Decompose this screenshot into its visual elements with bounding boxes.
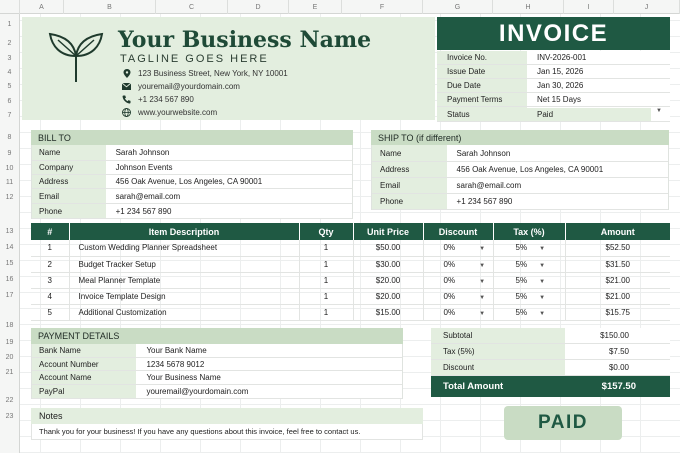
bill-to-header: BILL TO — [31, 130, 353, 145]
item-number: 2 — [31, 256, 69, 272]
table-row[interactable] — [31, 272, 670, 288]
bill-to-label: Email — [32, 189, 106, 203]
dropdown-arrow-icon[interactable]: ▼ — [539, 262, 546, 269]
item-description[interactable]: Meal Planner Template — [69, 272, 299, 288]
item-tax: 5% — [515, 243, 528, 253]
bill-to-phone-value[interactable]: +1 234 567 890 — [106, 204, 352, 218]
tax-dropdown[interactable] — [493, 272, 565, 288]
invoice-field-row[interactable] — [437, 107, 670, 122]
bill-to-row[interactable] — [32, 145, 352, 161]
column-header[interactable]: J — [614, 0, 680, 14]
item-qty[interactable]: 1 — [299, 240, 353, 256]
dropdown-arrow-icon[interactable]: ▼ — [479, 294, 486, 301]
row-header[interactable]: 3 — [7, 55, 12, 62]
bill-to-label: Company — [32, 161, 106, 174]
row-header[interactable]: 23 — [5, 413, 14, 420]
row-header[interactable]: 18 — [5, 322, 14, 329]
row-header[interactable]: 16 — [5, 276, 14, 283]
ship-to-label: Name — [372, 145, 447, 161]
ship-to-label: Address — [372, 162, 447, 177]
column-header[interactable]: H — [493, 0, 564, 14]
discount-dropdown[interactable] — [423, 304, 493, 320]
item-tax: 5% — [515, 259, 528, 269]
row-header[interactable]: 20 — [5, 354, 14, 361]
bill-to-row[interactable] — [32, 175, 352, 189]
row-header[interactable]: 5 — [7, 83, 12, 90]
item-description[interactable]: Custom Wedding Planner Spreadsheet — [69, 240, 299, 256]
totals-label: Tax (5%) — [431, 344, 565, 359]
payment-terms-value[interactable]: Net 15 Days — [527, 93, 670, 106]
tax-dropdown[interactable] — [493, 288, 565, 304]
row-header[interactable]: 13 — [5, 228, 14, 235]
bill-to-label: Phone — [32, 204, 106, 218]
discount-dropdown[interactable] — [423, 256, 493, 272]
column-header[interactable]: I — [564, 0, 614, 14]
bank-name-value[interactable]: Your Bank Name — [136, 344, 402, 357]
item-description[interactable]: Budget Tracker Setup — [69, 256, 299, 272]
payment-label: Account Name — [32, 371, 136, 384]
payment-details-table — [31, 344, 403, 399]
payment-row[interactable] — [32, 385, 402, 399]
discount-total-value: $0.00 — [565, 360, 670, 375]
column-header[interactable]: D — [228, 0, 289, 14]
bill-to-table — [31, 145, 353, 219]
invoice-field-label: Status — [437, 107, 527, 121]
item-unit-price[interactable]: $50.00 — [353, 240, 423, 256]
total-amount-label: Total Amount — [443, 381, 504, 392]
due-date-value[interactable]: Jan 30, 2026 — [527, 79, 670, 92]
item-tax: 5% — [515, 275, 528, 285]
notes-header: Notes — [31, 408, 423, 424]
ship-to-row[interactable] — [372, 178, 668, 194]
tax-total-value: $7.50 — [565, 344, 670, 359]
bill-to-address-value[interactable]: 456 Oak Avenue, Los Angeles, CA 90001 — [106, 175, 352, 188]
ship-to-row[interactable] — [372, 194, 668, 210]
total-amount-row — [431, 376, 670, 397]
payment-row[interactable] — [32, 358, 402, 371]
item-number: 1 — [31, 240, 69, 256]
location-pin-icon — [122, 69, 131, 78]
table-row[interactable] — [31, 288, 670, 304]
corner-cell[interactable] — [0, 0, 20, 14]
item-amount: $15.75 — [565, 304, 670, 320]
invoice-field-row[interactable] — [437, 79, 670, 93]
row-header[interactable]: 2 — [7, 40, 12, 47]
table-row[interactable] — [31, 240, 670, 256]
invoice-number-value[interactable]: INV-2026-001 — [527, 51, 670, 64]
item-unit-price[interactable]: $20.00 — [353, 272, 423, 288]
item-qty[interactable]: 1 — [299, 304, 353, 320]
item-discount: 0% — [443, 259, 456, 269]
dropdown-arrow-icon[interactable]: ▼ — [539, 278, 546, 285]
item-unit-price[interactable]: $20.00 — [353, 288, 423, 304]
item-discount: 0% — [443, 275, 456, 285]
issue-date-value[interactable]: Jan 15, 2026 — [527, 65, 670, 78]
tax-dropdown[interactable] — [493, 304, 565, 320]
ship-to-label: Phone — [372, 194, 447, 209]
invoice-field-row[interactable] — [437, 51, 670, 65]
items-table — [31, 223, 670, 321]
ship-to-phone-value[interactable]: +1 234 567 890 — [447, 194, 668, 209]
column-header[interactable]: A — [20, 0, 64, 14]
business-email: youremail@yourdomain.com — [138, 82, 240, 91]
ship-to-label: Email — [372, 178, 447, 193]
invoice-field-label: Invoice No. — [437, 51, 527, 64]
discount-dropdown[interactable] — [423, 272, 493, 288]
total-amount-value: $157.50 — [601, 381, 636, 392]
item-number: 5 — [31, 304, 69, 320]
contact-email — [122, 82, 240, 91]
column-header[interactable]: F — [342, 0, 423, 14]
item-description[interactable]: Additional Customization — [69, 304, 299, 320]
tax-dropdown[interactable] — [493, 240, 565, 256]
row-header[interactable]: 11 — [5, 179, 14, 186]
invoice-info-table — [437, 51, 670, 122]
business-address: 123 Business Street, New York, NY 10001 — [138, 69, 288, 78]
row-header-bar — [0, 14, 20, 453]
column-heading: # — [31, 223, 69, 240]
dropdown-arrow-icon[interactable]: ▼ — [479, 246, 486, 253]
column-heading: Amount — [565, 223, 670, 240]
contact-address — [122, 69, 288, 78]
item-tax: 5% — [515, 307, 528, 317]
item-tax: 5% — [515, 291, 528, 301]
ship-to-table — [371, 145, 669, 210]
dropdown-arrow-icon[interactable]: ▼ — [539, 310, 546, 317]
item-amount: $31.50 — [565, 256, 670, 272]
notes-text[interactable]: Thank you for your business! If you have any questions about this invoice, feel free to contact us. — [31, 424, 423, 440]
row-header[interactable]: 4 — [7, 69, 12, 76]
totals-label: Subtotal — [431, 328, 565, 343]
ship-to-header: SHIP TO (if different) — [371, 130, 669, 145]
bill-to-company-value[interactable]: Johnson Events — [106, 161, 352, 174]
account-number-value[interactable]: 1234 5678 9012 — [136, 358, 402, 370]
ship-to-row[interactable] — [372, 145, 668, 162]
row-header[interactable]: 6 — [7, 98, 12, 105]
item-qty[interactable]: 1 — [299, 272, 353, 288]
row-header[interactable]: 21 — [5, 369, 14, 376]
envelope-icon — [122, 82, 131, 91]
subtotal-value: $150.00 — [565, 328, 670, 343]
row-header[interactable]: 22 — [5, 397, 14, 404]
invoice-field-row[interactable] — [437, 65, 670, 79]
bill-to-email-value[interactable]: sarah@email.com — [106, 189, 352, 203]
payment-label: Bank Name — [32, 344, 136, 357]
account-name-value[interactable]: Your Business Name — [136, 371, 402, 384]
column-header[interactable]: E — [289, 0, 342, 14]
contact-website — [122, 108, 217, 117]
items-header-row — [31, 223, 670, 240]
column-header[interactable]: B — [64, 0, 156, 14]
column-heading: Tax (%) — [493, 223, 565, 240]
item-amount: $52.50 — [565, 240, 670, 256]
row-header[interactable]: 1 — [7, 21, 12, 28]
item-amount: $21.00 — [565, 272, 670, 288]
payment-row[interactable] — [32, 371, 402, 385]
row-header[interactable]: 10 — [5, 165, 14, 172]
invoice-title: INVOICE — [437, 17, 670, 50]
row-header[interactable]: 12 — [5, 194, 14, 201]
row-header[interactable]: 7 — [7, 112, 12, 119]
item-description[interactable]: Invoice Template Design — [69, 288, 299, 304]
business-tagline: TAGLINE GOES HERE — [120, 53, 269, 65]
bill-to-row[interactable] — [32, 161, 352, 175]
payment-row[interactable] — [32, 344, 402, 358]
row-header[interactable]: 8 — [7, 134, 12, 141]
item-number: 4 — [31, 288, 69, 304]
dropdown-arrow-icon[interactable]: ▼ — [479, 310, 486, 317]
bill-to-name-value[interactable]: Sarah Johnson — [106, 145, 352, 160]
ship-to-name-value[interactable]: Sarah Johnson — [447, 145, 668, 161]
column-header-bar — [0, 0, 680, 14]
totals-label: Discount — [431, 360, 565, 375]
leaf-logo-icon — [46, 30, 106, 84]
bill-to-row[interactable] — [32, 204, 352, 219]
row-header[interactable]: 9 — [7, 150, 12, 157]
row-header[interactable]: 19 — [5, 339, 14, 346]
tax-dropdown[interactable] — [493, 256, 565, 272]
item-qty[interactable]: 1 — [299, 256, 353, 272]
business-website: www.yourwebsite.com — [138, 108, 218, 117]
contact-phone — [122, 95, 194, 104]
business-name: Your Business Name — [118, 27, 372, 53]
item-discount: 0% — [443, 307, 456, 317]
business-phone: +1 234 567 890 — [138, 95, 194, 104]
item-discount: 0% — [443, 243, 456, 253]
paid-stamp: PAID — [504, 406, 622, 440]
item-qty[interactable]: 1 — [299, 288, 353, 304]
row-header[interactable]: 15 — [5, 260, 14, 267]
column-heading: Qty — [299, 223, 353, 240]
item-number: 3 — [31, 272, 69, 288]
bill-to-row[interactable] — [32, 189, 352, 204]
column-heading: Discount — [423, 223, 493, 240]
totals-row — [431, 360, 670, 376]
discount-dropdown[interactable] — [423, 288, 493, 304]
bill-to-label: Name — [32, 145, 106, 160]
item-discount: 0% — [443, 291, 456, 301]
status-dropdown[interactable] — [527, 107, 670, 121]
table-row[interactable] — [31, 256, 670, 272]
item-amount: $21.00 — [565, 288, 670, 304]
invoice-field-row[interactable] — [437, 93, 670, 107]
bill-to-label: Address — [32, 175, 106, 188]
totals-row — [431, 344, 670, 360]
row-header[interactable]: 14 — [5, 244, 14, 251]
item-unit-price[interactable]: $30.00 — [353, 256, 423, 272]
paypal-value[interactable]: youremail@yourdomain.com — [136, 385, 402, 398]
status-value: Paid — [527, 108, 651, 121]
column-header[interactable]: G — [423, 0, 493, 14]
row-header[interactable]: 17 — [5, 292, 14, 299]
column-heading: Item Description — [69, 223, 299, 240]
invoice-field-label: Payment Terms — [437, 93, 527, 106]
ship-to-email-value[interactable]: sarah@email.com — [447, 178, 668, 193]
column-header[interactable]: C — [156, 0, 228, 14]
invoice-field-label: Issue Date — [437, 65, 527, 78]
payment-label: Account Number — [32, 358, 136, 370]
payment-label: PayPal — [32, 385, 136, 398]
totals-table — [431, 328, 670, 397]
globe-icon — [122, 108, 131, 117]
dropdown-arrow-icon[interactable]: ▼ — [656, 108, 662, 114]
ship-to-address-value[interactable]: 456 Oak Avenue, Los Angeles, CA 90001 — [447, 162, 668, 177]
column-heading: Unit Price — [353, 223, 423, 240]
table-row[interactable] — [31, 304, 670, 320]
payment-details-header: PAYMENT DETAILS — [31, 328, 403, 344]
invoice-field-label: Due Date — [437, 79, 527, 92]
totals-row — [431, 328, 670, 344]
discount-dropdown[interactable] — [423, 240, 493, 256]
phone-icon — [122, 95, 131, 104]
item-unit-price[interactable]: $15.00 — [353, 304, 423, 320]
ship-to-row[interactable] — [372, 162, 668, 178]
dropdown-arrow-icon[interactable]: ▼ — [479, 262, 486, 269]
dropdown-arrow-icon[interactable]: ▼ — [539, 246, 546, 253]
dropdown-arrow-icon[interactable]: ▼ — [539, 294, 546, 301]
dropdown-arrow-icon[interactable]: ▼ — [479, 278, 486, 285]
